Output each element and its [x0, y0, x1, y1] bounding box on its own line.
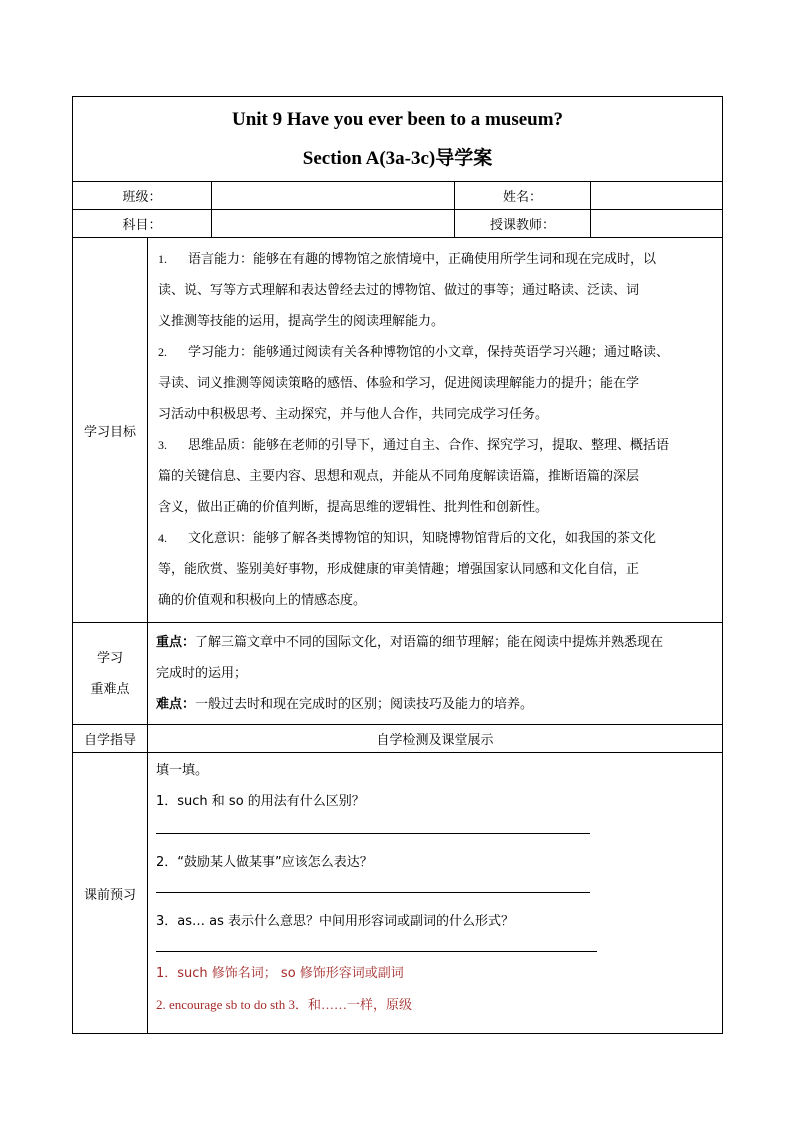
goal-text-line: 等，能欣赏、鉴别美好事物，形成健康的审美情趣；增强国家认同感和文化自信，正 — [158, 562, 640, 577]
goals-row — [73, 238, 723, 623]
goal-item — [158, 523, 712, 616]
answer-2: 2. encourage sb to do sth 3．和……一样，原级 — [156, 997, 413, 1012]
goal-item — [158, 337, 712, 430]
key-points-label-line: 重难点 — [90, 681, 130, 697]
teacher-label: 授课教师： — [455, 210, 591, 238]
question-3: 3．as… as 表示什么意思？中间用形容词或副词的什么形式？ — [156, 914, 515, 929]
key-points-label-line: 学习 — [96, 650, 123, 666]
goal-text-line: 语言能力：能够在有趣的博物馆之旅情境中，正确使用所学生词和现在完成时，以 — [188, 252, 657, 267]
goal-number: 4. — [158, 531, 167, 545]
goals-content — [148, 238, 723, 623]
goal-number: 2. — [158, 345, 167, 359]
goal-text-line: 文化意识：能够了解各类博物馆的知识，知晓博物馆背后的文化，如我国的茶文化 — [188, 531, 657, 546]
difficulty-text: 一般过去时和现在完成时的区别；阅读技巧及能力的培养。 — [195, 697, 534, 712]
subject-label: 科目： — [73, 210, 212, 238]
class-field[interactable] — [212, 182, 455, 210]
goal-text-line: 含义，做出正确的价值判断，提高思维的逻辑性、批判性和创新性。 — [158, 500, 549, 515]
difficulty-label: 难点： — [156, 697, 196, 712]
goal-text-line: 学习能力：能够通过阅读有关各种博物馆的小文章，保持英语学习兴趣；通过略读、 — [188, 345, 670, 360]
key-points-content — [148, 623, 723, 725]
self-study-header: 自学检测及课堂展示 — [148, 725, 723, 753]
goals-label: 学习目标 — [73, 238, 148, 623]
subject-field[interactable] — [212, 210, 455, 238]
answer-1: 1．such 修饰名词； so 修饰形容词或副词 — [156, 966, 404, 981]
name-field[interactable] — [591, 182, 723, 210]
self-study-row — [73, 725, 723, 753]
section-title: Section A(3a-3c)导学案 — [302, 147, 493, 169]
goal-number: 1. — [158, 252, 167, 266]
goal-item — [158, 430, 712, 523]
title-cell — [73, 97, 723, 182]
lesson-plan-table — [72, 96, 723, 1034]
subject-teacher-row — [73, 210, 723, 238]
question-1: 1．such 和 so 的用法有什么区别？ — [156, 794, 365, 809]
goal-text-line: 读、说、写等方式理解和表达曾经去过的博物馆、做过的事等；通过略读、泛读、词 — [158, 283, 640, 298]
question-2: 2．“鼓励某人做某事”应该怎么表达？ — [156, 855, 373, 870]
goal-text-line: 义推测等技能的运用，提高学生的阅读理解能力。 — [158, 314, 445, 329]
class-name-row — [73, 182, 723, 210]
key-points-label — [73, 623, 148, 725]
goal-text-line: 寻读、词义推测等阅读策略的感悟、体验和学习，促进阅读理解能力的提升；能在学 — [158, 376, 640, 391]
goal-text-line: 习活动中积极思考、主动探究，并与他人合作，共同完成学习任务。 — [158, 407, 549, 422]
key-points-row — [73, 623, 723, 725]
preview-label: 课前预习 — [73, 753, 148, 1034]
class-label: 班级： — [73, 182, 212, 210]
unit-title: Unit 9 Have you ever been to a museum? — [231, 108, 564, 130]
goal-text-line: 篇的关键信息、主要内容、思想和观点，并能从不同角度解读语篇，推断语篇的深层 — [158, 469, 640, 484]
preview-intro: 填一填。 — [156, 763, 209, 778]
title-row — [73, 97, 723, 182]
focus-label: 重点： — [156, 635, 196, 650]
goal-text-line: 确的价值观和积极向上的情感态度。 — [158, 593, 367, 608]
preview-row — [73, 753, 723, 1034]
goal-text-line: 思维品质：能够在老师的引导下，通过自主、合作、探究学习，提取、整理、概括语 — [188, 438, 670, 453]
focus-text-cont: 完成时的运用； — [156, 666, 248, 681]
goal-number: 3. — [158, 438, 167, 452]
preview-content — [148, 753, 723, 1034]
self-study-label: 自学指导 — [73, 725, 148, 753]
focus-text: 了解三篇文章中不同的国际文化，对语篇的细节理解；能在阅读中提炼并熟悉现在 — [195, 635, 664, 650]
name-label: 姓名： — [455, 182, 591, 210]
teacher-field[interactable] — [591, 210, 723, 238]
goal-item — [158, 244, 712, 337]
